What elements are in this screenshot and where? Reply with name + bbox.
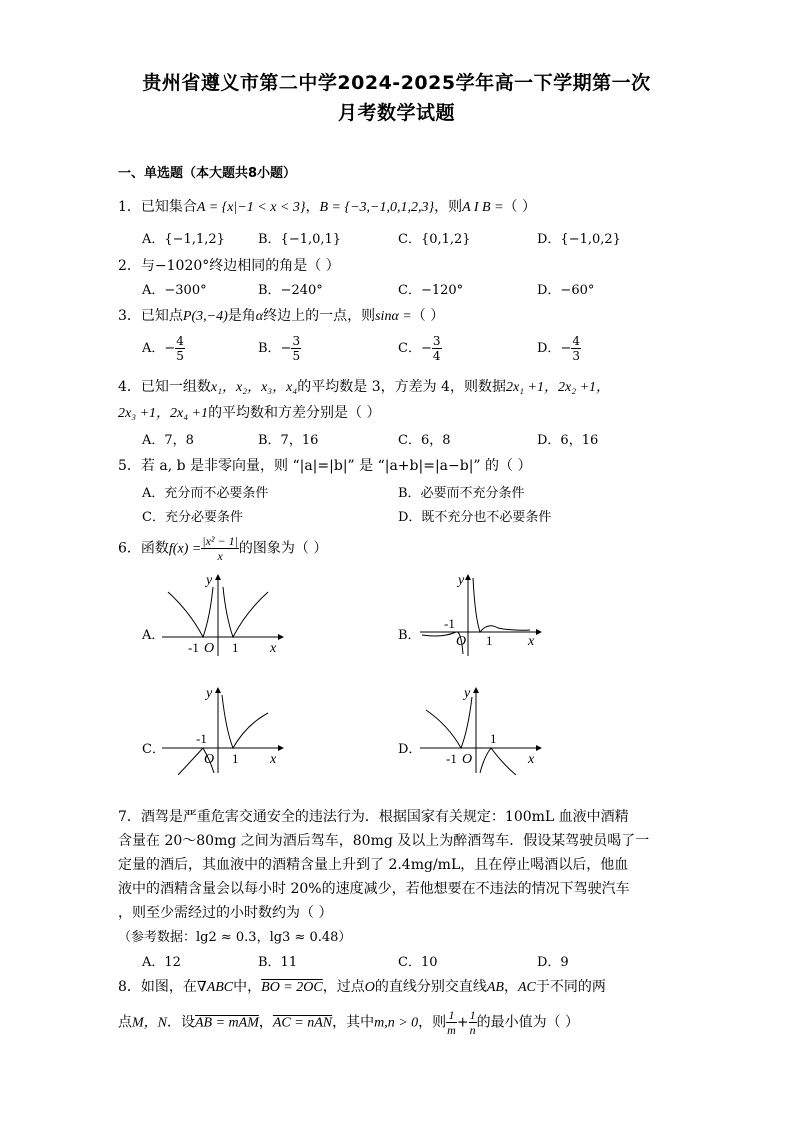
q6-option-a-label[interactable]: A． bbox=[142, 628, 165, 643]
label-neg-one: -1 bbox=[444, 616, 455, 631]
q4-option-d[interactable]: D．6，16 bbox=[537, 433, 599, 448]
q4-vars: x₁，x₂，x₃，x₄ bbox=[210, 380, 298, 395]
q3-c-den: 4 bbox=[432, 349, 441, 363]
label-origin: O bbox=[204, 641, 215, 656]
q6-option-b-label[interactable]: B． bbox=[398, 628, 421, 643]
q1-option-a[interactable]: A．{−1,1,2} bbox=[142, 232, 225, 247]
q3-d-fraction bbox=[571, 334, 581, 363]
q8-fraction-2 bbox=[469, 1008, 477, 1037]
label-x: x bbox=[270, 641, 277, 656]
section-heading: 一、单选题（本大题共8小题） bbox=[118, 166, 297, 181]
q1-set-b: B = {−3,−1,0,1,2,3} bbox=[319, 200, 435, 215]
q7-option-d[interactable]: D．9 bbox=[537, 955, 569, 970]
q8-plus: + bbox=[456, 1014, 469, 1031]
question-8-line-2 bbox=[118, 1008, 579, 1037]
q3-option-d[interactable] bbox=[537, 334, 581, 363]
label-one: 1 bbox=[232, 640, 239, 655]
x-arrow bbox=[278, 745, 284, 751]
label-origin: O bbox=[456, 634, 467, 649]
q4-data-2: 2x₃ +1，2x₄ +1 bbox=[118, 406, 209, 421]
q6-fx: f(x) = bbox=[168, 541, 202, 557]
q8-text-c: ，过点 bbox=[322, 979, 365, 995]
q7-option-a[interactable]: A．12 bbox=[142, 955, 181, 970]
curve-right bbox=[480, 748, 516, 775]
curve-right bbox=[223, 587, 268, 637]
x-arrow bbox=[536, 745, 542, 751]
q4-option-c[interactable]: C．6，8 bbox=[398, 433, 451, 448]
q3-b-label: B． bbox=[258, 341, 281, 356]
q1-set-a: A = {x|−1 < x < 3} bbox=[196, 200, 306, 215]
question-4-line-2 bbox=[118, 402, 381, 422]
label-y: y bbox=[464, 686, 471, 701]
q7-option-b[interactable]: B．11 bbox=[258, 955, 298, 970]
label-origin: O bbox=[462, 752, 473, 767]
q4-text-c: 的平均数和方差分别是（ ） bbox=[208, 405, 381, 421]
q6-text-a: 6．函数 bbox=[118, 540, 169, 557]
question-8-line-1 bbox=[118, 976, 606, 996]
q8-condition: m,n > 0 bbox=[374, 1015, 419, 1031]
q3-option-a[interactable] bbox=[142, 334, 185, 363]
label-neg-one: -1 bbox=[196, 731, 207, 746]
q3-a-sign: − bbox=[164, 341, 176, 356]
label-one: 1 bbox=[490, 731, 497, 746]
q3-a-den: 5 bbox=[176, 349, 184, 363]
q3-b-sign: − bbox=[280, 341, 292, 356]
q3-sin: sinα = bbox=[375, 309, 412, 324]
label-origin: O bbox=[204, 752, 215, 767]
q8-vector-ab: AB = mAM bbox=[195, 1015, 259, 1031]
q6-num: |x² − 1| bbox=[202, 534, 238, 548]
title-line-2: 月考数学试题 bbox=[337, 102, 455, 124]
q4-option-a[interactable]: A．7，8 bbox=[142, 433, 194, 448]
q6-option-c-label[interactable]: C． bbox=[142, 742, 165, 757]
q3-c-num: 3 bbox=[432, 334, 441, 348]
q4-text-a: 4．已知一组数 bbox=[118, 379, 211, 395]
q3-option-c[interactable] bbox=[398, 334, 442, 363]
q3-point: P(3,−4) bbox=[182, 309, 228, 324]
y-arrow bbox=[215, 574, 221, 580]
q8-text-h: ， bbox=[258, 1014, 273, 1031]
q1-text: 1．已知集合 bbox=[118, 199, 197, 215]
q7-reference: （参考数据：lg2 ≈ 0.3，lg3 ≈ 0.48） bbox=[118, 930, 352, 945]
q3-d-den: 3 bbox=[572, 349, 580, 363]
q2-option-d[interactable]: D．−60° bbox=[537, 283, 595, 298]
q8-text-i: ，其中 bbox=[332, 1014, 375, 1031]
q3-text-b: 是角 bbox=[227, 308, 256, 324]
label-y: y bbox=[458, 573, 465, 588]
q2-option-c[interactable]: C．−120° bbox=[398, 283, 464, 298]
q8-f2-den: n bbox=[469, 1023, 476, 1037]
q8-f1-den: m bbox=[447, 1023, 456, 1037]
q8-triangle: ∇ABC bbox=[196, 980, 234, 995]
q8-f1-num: 1 bbox=[446, 1008, 457, 1023]
q1-expr: A I B = bbox=[462, 200, 504, 215]
q4-text-b: 的平均数是 3，方差为 4，则数据 bbox=[297, 379, 506, 395]
q8-vector-bo: BO = 2OC bbox=[261, 980, 323, 995]
q7-option-c[interactable]: C．10 bbox=[398, 955, 438, 970]
q6-den: x bbox=[217, 549, 223, 563]
q3-text-c: 终边上的一点，则 bbox=[263, 308, 376, 324]
label-neg-one: -1 bbox=[188, 640, 199, 655]
q1-option-d[interactable]: D．{−1,0,2} bbox=[537, 232, 621, 247]
question-2: 2．与−1020°终边相同的角是（ ） bbox=[118, 258, 340, 274]
question-7-line-4: 液中的酒精含量会以每小时 20%的速度减少，若他想要在不违法的情况下驾驶汽车 bbox=[118, 881, 630, 897]
curve-right bbox=[473, 578, 530, 632]
q3-a-label: A． bbox=[142, 341, 165, 356]
label-y: y bbox=[206, 573, 213, 588]
q3-text-a: 3．已知点 bbox=[118, 308, 183, 324]
q3-alpha: α bbox=[255, 309, 264, 324]
label-y: y bbox=[206, 686, 213, 701]
q3-c-sign: − bbox=[420, 341, 432, 356]
q8-f2-num: 1 bbox=[469, 1008, 476, 1022]
question-4-line-1 bbox=[118, 376, 610, 396]
question-1 bbox=[118, 196, 536, 216]
question-6 bbox=[118, 534, 327, 563]
q3-c-label: C． bbox=[398, 341, 421, 356]
label-neg-one: -1 bbox=[446, 751, 457, 766]
q6-graph-a[interactable] bbox=[160, 572, 285, 657]
q6-option-d-label[interactable]: D． bbox=[398, 742, 422, 757]
q6-graph-c[interactable] bbox=[160, 685, 285, 775]
q8-text-b: 中， bbox=[233, 979, 262, 995]
q1-option-b[interactable]: B．{−1,0,1} bbox=[258, 232, 342, 247]
q2-option-a[interactable]: A．−300° bbox=[142, 283, 207, 298]
q6-graph-b[interactable] bbox=[418, 572, 543, 657]
q3-b-num: 3 bbox=[292, 334, 301, 348]
q3-c-fraction bbox=[432, 334, 442, 363]
label-one: 1 bbox=[486, 633, 493, 648]
title-line-1: 贵州省遵义市第二中学2024-2025学年高一下学期第一次 bbox=[142, 72, 651, 94]
x-arrow bbox=[278, 634, 284, 640]
question-3 bbox=[118, 305, 444, 325]
curve-left bbox=[426, 697, 472, 748]
label-x: x bbox=[270, 752, 277, 767]
q3-b-fraction bbox=[291, 334, 301, 363]
q5-option-a[interactable]: A．充分而不必要条件 bbox=[142, 486, 269, 501]
q4-data-1: 2x₁ +1，2x₂ +1， bbox=[505, 380, 611, 395]
q6-text-b: 的图象为（ ） bbox=[238, 540, 328, 557]
q8-text-g: ．设 bbox=[167, 1014, 195, 1031]
q1-option-c[interactable]: C．{0,1,2} bbox=[398, 232, 471, 247]
q8-comma: ， bbox=[503, 979, 518, 995]
q8-line-ab: AB bbox=[486, 980, 504, 995]
curve-left bbox=[168, 587, 213, 637]
q5-option-b[interactable]: B．必要而不充分条件 bbox=[398, 486, 525, 501]
q3-paren: （ ） bbox=[411, 308, 445, 324]
x-arrow bbox=[536, 629, 542, 635]
q8-vector-ac: AC = nAN bbox=[272, 1015, 333, 1031]
question-7-line-2: 含量在 20～80mg 之间为酒后驾车，80mg 及以上为醉酒驾车．假设某驾驶员喝了一 bbox=[118, 833, 650, 849]
q8-text-j: ，则 bbox=[418, 1014, 447, 1031]
question-7-line-1: 7．酒驾是严重危害交通安全的违法行为．根据国家有关规定：100mL 血液中酒精 bbox=[118, 809, 629, 825]
y-arrow bbox=[215, 687, 221, 693]
q8-text-e: 于不同的两 bbox=[535, 979, 606, 995]
question-7-line-3: 定量的酒后，其血液中的酒精含量上升到了 2.4mg/mL，且在停止喝酒以后，他血 bbox=[118, 857, 629, 873]
q3-a-num: 4 bbox=[176, 334, 184, 348]
q1-paren: （ ） bbox=[503, 199, 536, 215]
q5-option-c[interactable]: C．充分必要条件 bbox=[142, 510, 243, 525]
q3-d-label: D． bbox=[537, 341, 561, 356]
q4-option-b[interactable]: B．7，16 bbox=[258, 433, 319, 448]
label-x: x bbox=[528, 634, 535, 649]
question-7-line-5: ，则至少需经过的小时数约为（ ） bbox=[118, 905, 333, 921]
q8-text-a: 8．如图，在 bbox=[118, 979, 197, 995]
q6-graph-d[interactable] bbox=[418, 685, 543, 775]
q8-fraction-1 bbox=[446, 1008, 457, 1037]
question-5: 5．若 a, b 是非零向量，则 “|a|=|b|” 是 “|a+b|=|a−b|” 的（ ） bbox=[118, 458, 532, 474]
q5-option-d[interactable]: D．既不充分也不必要条件 bbox=[398, 510, 552, 525]
q3-option-b[interactable] bbox=[258, 334, 301, 363]
y-arrow bbox=[473, 687, 479, 693]
q6-fraction bbox=[201, 534, 239, 563]
y-arrow bbox=[465, 574, 471, 580]
q8-text-k: 的最小值为（ ） bbox=[476, 1014, 580, 1031]
q1-text-c: ，则 bbox=[434, 199, 463, 215]
q8-point-o: O bbox=[364, 980, 375, 995]
q3-d-num: 4 bbox=[572, 334, 580, 348]
q8-text-f: 点 bbox=[118, 1014, 132, 1031]
q8-line-ac: AC bbox=[517, 980, 536, 995]
q3-a-fraction bbox=[175, 334, 185, 363]
q8-points-mn: M，N bbox=[132, 1015, 167, 1031]
q3-d-sign: − bbox=[560, 341, 572, 356]
label-x: x bbox=[528, 752, 535, 767]
label-one: 1 bbox=[232, 751, 239, 766]
q1-sep: ， bbox=[305, 199, 320, 215]
curve-right bbox=[222, 695, 268, 748]
q8-text-d: 的直线分别交直线 bbox=[374, 979, 487, 995]
q3-b-den: 5 bbox=[292, 349, 301, 363]
q2-option-b[interactable]: B．−240° bbox=[258, 283, 323, 298]
